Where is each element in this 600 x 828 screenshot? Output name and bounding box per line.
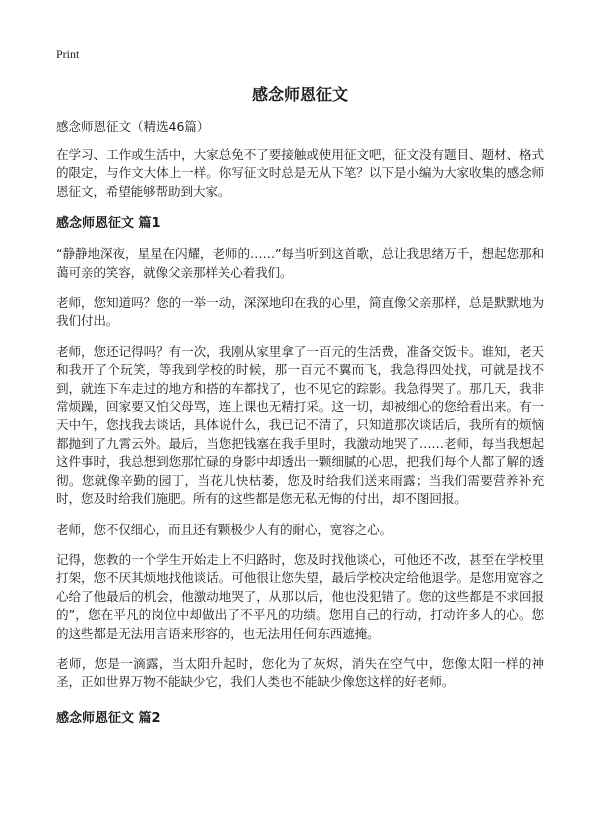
section-heading-2: 感念师恩征文 篇2 bbox=[56, 710, 161, 726]
paragraph: “静静地深夜，星星在闪耀，老师的……”每当听到这首歌，总让我思绪万千，想起您那和蔼可亲的笑容，就像父亲那样关心着我们。 bbox=[56, 246, 544, 280]
document-subtitle: 感念师恩征文（精选46篇） bbox=[56, 119, 210, 134]
paragraph: 老师，您还记得吗？有一次，我刚从家里拿了一百元的生活费，准备交饭卡。谁知，老天和我开了个玩笑，等我到学校的时候，那一百元不翼而飞，我急得四处找，可就是找不到，就连下车走过的地方和搭的车都找了，也不见它的踪影。我急得哭了。那几天，我非常烦躁，回家要又怕父母骂，连上课也无精打采。这一切，却被细心的您给看出来。有一天中午，您找我去谈话，具体说什么，我已记不清了，只知道那次谈话后，我所有的烦恼都抛到了九霄云外。最后，当您把钱塞在我手里时，我激动地哭了……老师，每当我想起这件事时，我总想到您那忙碌的身影中却透出一颗细腻的心思，把我们每个人都了解的透彻。您就像辛勤的园丁，当花儿快枯萎，您及时给我们送来雨露；当我们需要营养补充时，您及时给我们施肥。所有的这些都是您无私无悔的付出，却不图回报。 bbox=[56, 343, 544, 507]
paragraph: 老师，您知道吗？您的一举一动，深深地印在我的心里，简直像父亲那样，总是默默地为我们付出。 bbox=[56, 295, 544, 329]
section-heading-1: 感念师恩征文 篇1 bbox=[56, 216, 161, 232]
intro-paragraph: 在学习、工作或生活中，大家总免不了要接触或使用征文吧，征文没有题目、题材、格式的限定，与作文大体上一样。你写征文时总是无从下笔？以下是小编为大家收集的感念师恩征文，希望能够帮助到大家。 bbox=[56, 147, 544, 199]
paragraph: 老师，您不仅细心，而且还有颗极少人有的耐心，宽容之心。 bbox=[56, 521, 392, 537]
paragraph: 老师，您是一滴露，当太阳升起时，您化为了灰烬，消失在空气中，您像太阳一样的神圣，正如世界万物不能缺少它，我们人类也不能缺少像您这样的好老师。 bbox=[56, 655, 544, 690]
page-title: 感念师恩征文 bbox=[251, 85, 348, 104]
paragraph: 记得，您教的一个学生开始走上不归路时，您及时找他谈心，可他还不改，甚至在学校里打架，您不厌其烦地找他谈话。可他很让您失望，最后学校决定给他退学。是您用宽容之心给了他最后的机会，他激动地哭了，从那以后，他也没犯错了。您的这些都是不求回报的”，您在平凡的岗位中却做出了不平凡的功绩。您用自己的行动，打动许多人的心。您的这些都是无法用言语来形容的，也无法用任何东西遮掩。 bbox=[56, 551, 544, 641]
print-label: Print bbox=[56, 47, 80, 61]
